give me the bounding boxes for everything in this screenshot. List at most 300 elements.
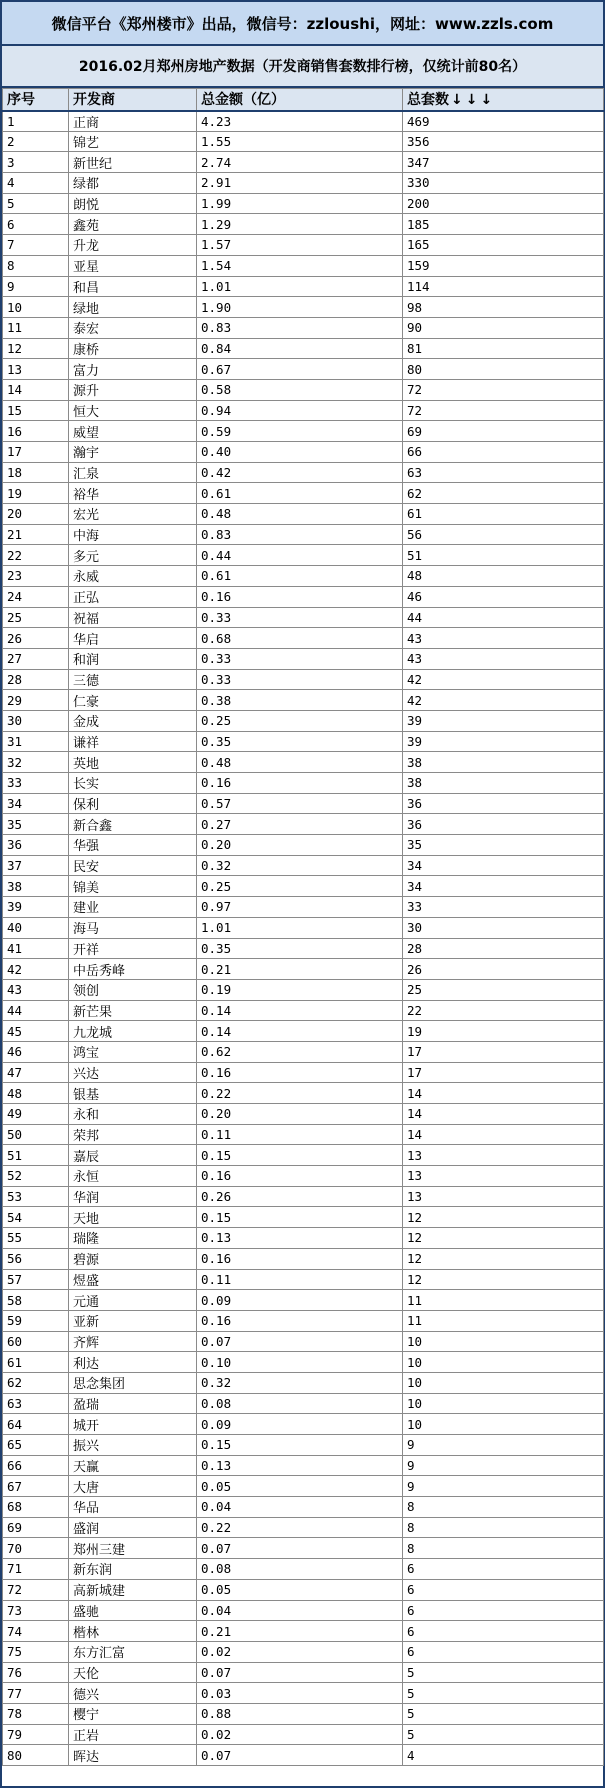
table-row	[3, 1600, 604, 1621]
amount-cell: 0.44	[197, 545, 403, 566]
units-cell: 46	[403, 586, 604, 607]
developer-cell: 盈瑞	[69, 1393, 197, 1414]
amount-cell: 0.05	[197, 1476, 403, 1497]
developer-cell: 樱宁	[69, 1703, 197, 1724]
amount-cell: 0.03	[197, 1683, 403, 1704]
developer-cell: 大唐	[69, 1476, 197, 1497]
table-row	[3, 959, 604, 980]
developer-cell: 和昌	[69, 276, 197, 297]
amount-cell: 0.16	[197, 586, 403, 607]
developer-cell: 嘉辰	[69, 1145, 197, 1166]
rank-cell: 57	[3, 1269, 69, 1290]
units-cell: 42	[403, 690, 604, 711]
rank-cell: 71	[3, 1559, 69, 1580]
table-row	[3, 1435, 604, 1456]
units-cell: 10	[403, 1372, 604, 1393]
units-header-label: 总套数	[407, 92, 449, 109]
table-row	[3, 1724, 604, 1745]
units-cell: 22	[403, 1000, 604, 1021]
rank-cell: 19	[3, 483, 69, 504]
rank-cell: 79	[3, 1724, 69, 1745]
units-cell: 19	[403, 1021, 604, 1042]
amount-cell: 0.13	[197, 1228, 403, 1249]
units-cell: 469	[403, 111, 604, 132]
amount-cell: 0.40	[197, 442, 403, 463]
amount-cell: 0.25	[197, 710, 403, 731]
rank-cell: 50	[3, 1124, 69, 1145]
rank-cell: 27	[3, 648, 69, 669]
rank-cell: 70	[3, 1538, 69, 1559]
table-row	[3, 338, 604, 359]
amount-cell: 0.19	[197, 979, 403, 1000]
table-row	[3, 648, 604, 669]
developer-cell: 开祥	[69, 938, 197, 959]
amount-cell: 1.57	[197, 235, 403, 256]
units-cell: 6	[403, 1559, 604, 1580]
units-cell: 8	[403, 1538, 604, 1559]
header-row	[3, 89, 604, 111]
rank-cell: 56	[3, 1248, 69, 1269]
column-header-units	[403, 89, 604, 111]
units-cell: 36	[403, 814, 604, 835]
units-cell: 9	[403, 1435, 604, 1456]
developer-cell: 元通	[69, 1290, 197, 1311]
rank-cell: 73	[3, 1600, 69, 1621]
amount-cell: 0.07	[197, 1538, 403, 1559]
table-row	[3, 545, 604, 566]
units-cell: 185	[403, 214, 604, 235]
rank-cell: 77	[3, 1683, 69, 1704]
table-row	[3, 1228, 604, 1249]
amount-cell: 1.55	[197, 131, 403, 152]
rank-cell: 36	[3, 835, 69, 856]
developer-cell: 中岳秀峰	[69, 959, 197, 980]
units-cell: 159	[403, 255, 604, 276]
rank-cell: 42	[3, 959, 69, 980]
column-header-amount: 总金额（亿）	[197, 89, 403, 111]
developer-cell: 利达	[69, 1352, 197, 1373]
rank-cell: 72	[3, 1579, 69, 1600]
developer-cell: 天赢	[69, 1455, 197, 1476]
units-cell: 39	[403, 731, 604, 752]
developer-cell: 亚新	[69, 1310, 197, 1331]
rank-cell: 46	[3, 1041, 69, 1062]
table-row	[3, 1145, 604, 1166]
table-row	[3, 1310, 604, 1331]
developer-cell: 绿都	[69, 173, 197, 194]
amount-cell: 0.16	[197, 1166, 403, 1187]
amount-cell: 0.35	[197, 731, 403, 752]
rank-cell: 35	[3, 814, 69, 835]
units-cell: 10	[403, 1393, 604, 1414]
developer-cell: 威望	[69, 421, 197, 442]
rank-cell: 78	[3, 1703, 69, 1724]
table-row	[3, 462, 604, 483]
developer-cell: 领创	[69, 979, 197, 1000]
amount-cell: 0.33	[197, 648, 403, 669]
table-row	[3, 731, 604, 752]
units-cell: 43	[403, 648, 604, 669]
developer-cell: 瑞隆	[69, 1228, 197, 1249]
table-row	[3, 483, 604, 504]
table-row	[3, 1559, 604, 1580]
table-row	[3, 1269, 604, 1290]
amount-cell: 0.22	[197, 1517, 403, 1538]
rank-cell: 33	[3, 773, 69, 794]
units-cell: 12	[403, 1207, 604, 1228]
table-row	[3, 1000, 604, 1021]
rank-cell: 48	[3, 1083, 69, 1104]
developer-cell: 荣邦	[69, 1124, 197, 1145]
units-cell: 14	[403, 1124, 604, 1145]
rank-cell: 59	[3, 1310, 69, 1331]
developer-cell: 盛驰	[69, 1600, 197, 1621]
developer-cell: 康桥	[69, 338, 197, 359]
units-cell: 356	[403, 131, 604, 152]
units-cell: 62	[403, 483, 604, 504]
developer-cell: 齐辉	[69, 1331, 197, 1352]
developer-cell: 城开	[69, 1414, 197, 1435]
units-cell: 5	[403, 1724, 604, 1745]
developer-cell: 天伦	[69, 1662, 197, 1683]
amount-cell: 0.14	[197, 1000, 403, 1021]
table-row	[3, 1166, 604, 1187]
developer-cell: 煜盛	[69, 1269, 197, 1290]
table-row	[3, 669, 604, 690]
table-row	[3, 1186, 604, 1207]
units-cell: 165	[403, 235, 604, 256]
developer-ranking-table	[2, 88, 604, 1766]
rank-cell: 30	[3, 710, 69, 731]
developer-cell: 高新城建	[69, 1579, 197, 1600]
table-row	[3, 710, 604, 731]
rank-cell: 28	[3, 669, 69, 690]
units-cell: 10	[403, 1414, 604, 1435]
units-cell: 43	[403, 628, 604, 649]
table-row	[3, 855, 604, 876]
amount-cell: 0.61	[197, 566, 403, 587]
rank-cell: 31	[3, 731, 69, 752]
rank-cell: 47	[3, 1062, 69, 1083]
developer-cell: 新东润	[69, 1559, 197, 1580]
developer-cell: 锦美	[69, 876, 197, 897]
amount-cell: 0.38	[197, 690, 403, 711]
table-row	[3, 235, 604, 256]
units-cell: 56	[403, 524, 604, 545]
developer-cell: 银基	[69, 1083, 197, 1104]
table-row	[3, 1021, 604, 1042]
amount-cell: 0.05	[197, 1579, 403, 1600]
developer-cell: 中海	[69, 524, 197, 545]
rank-cell: 74	[3, 1621, 69, 1642]
units-cell: 6	[403, 1621, 604, 1642]
developer-cell: 仁豪	[69, 690, 197, 711]
amount-cell: 2.91	[197, 173, 403, 194]
amount-cell: 0.02	[197, 1641, 403, 1662]
units-cell: 330	[403, 173, 604, 194]
units-cell: 6	[403, 1641, 604, 1662]
developer-cell: 裕华	[69, 483, 197, 504]
rank-cell: 3	[3, 152, 69, 173]
table-row	[3, 504, 604, 525]
amount-cell: 0.21	[197, 959, 403, 980]
units-cell: 10	[403, 1331, 604, 1352]
rank-cell: 40	[3, 917, 69, 938]
units-cell: 200	[403, 193, 604, 214]
table-row	[3, 276, 604, 297]
rank-cell: 8	[3, 255, 69, 276]
developer-cell: 永恒	[69, 1166, 197, 1187]
units-cell: 12	[403, 1248, 604, 1269]
units-cell: 66	[403, 442, 604, 463]
developer-cell: 多元	[69, 545, 197, 566]
units-cell: 72	[403, 400, 604, 421]
rank-cell: 53	[3, 1186, 69, 1207]
table-row	[3, 1621, 604, 1642]
table-row	[3, 1517, 604, 1538]
rank-cell: 62	[3, 1372, 69, 1393]
developer-cell: 三德	[69, 669, 197, 690]
table-row	[3, 1476, 604, 1497]
developer-cell: 九龙城	[69, 1021, 197, 1042]
table-row	[3, 1641, 604, 1662]
amount-cell: 0.84	[197, 338, 403, 359]
table-row	[3, 524, 604, 545]
rank-cell: 80	[3, 1745, 69, 1766]
amount-cell: 0.13	[197, 1455, 403, 1476]
amount-cell: 0.62	[197, 1041, 403, 1062]
amount-cell: 0.14	[197, 1021, 403, 1042]
rank-cell: 25	[3, 607, 69, 628]
amount-cell: 0.04	[197, 1497, 403, 1518]
units-cell: 4	[403, 1745, 604, 1766]
rank-cell: 58	[3, 1290, 69, 1311]
developer-cell: 碧源	[69, 1248, 197, 1269]
amount-cell: 0.08	[197, 1559, 403, 1580]
amount-cell: 0.42	[197, 462, 403, 483]
developer-cell: 绿地	[69, 297, 197, 318]
amount-cell: 0.16	[197, 773, 403, 794]
amount-cell: 0.57	[197, 793, 403, 814]
developer-cell: 瀚宇	[69, 442, 197, 463]
rank-cell: 60	[3, 1331, 69, 1352]
units-cell: 38	[403, 752, 604, 773]
units-cell: 13	[403, 1166, 604, 1187]
developer-cell: 新芒果	[69, 1000, 197, 1021]
rank-cell: 1	[3, 111, 69, 132]
table-row	[3, 1248, 604, 1269]
units-cell: 34	[403, 876, 604, 897]
amount-cell: 2.74	[197, 152, 403, 173]
amount-cell: 1.90	[197, 297, 403, 318]
amount-cell: 0.07	[197, 1745, 403, 1766]
table-row	[3, 173, 604, 194]
developer-cell: 汇泉	[69, 462, 197, 483]
table-row	[3, 1683, 604, 1704]
units-cell: 63	[403, 462, 604, 483]
table-row	[3, 1331, 604, 1352]
units-cell: 13	[403, 1186, 604, 1207]
developer-cell: 民安	[69, 855, 197, 876]
units-cell: 13	[403, 1145, 604, 1166]
developer-cell: 永威	[69, 566, 197, 587]
units-cell: 81	[403, 338, 604, 359]
rank-cell: 21	[3, 524, 69, 545]
rank-cell: 34	[3, 793, 69, 814]
units-cell: 14	[403, 1083, 604, 1104]
units-cell: 42	[403, 669, 604, 690]
rank-cell: 32	[3, 752, 69, 773]
table-row	[3, 814, 604, 835]
amount-cell: 1.01	[197, 917, 403, 938]
rank-cell: 51	[3, 1145, 69, 1166]
developer-cell: 长实	[69, 773, 197, 794]
table-row	[3, 1703, 604, 1724]
rank-cell: 61	[3, 1352, 69, 1373]
table-row	[3, 1083, 604, 1104]
units-cell: 26	[403, 959, 604, 980]
table-row	[3, 876, 604, 897]
developer-cell: 华启	[69, 628, 197, 649]
developer-cell: 郑州三建	[69, 1538, 197, 1559]
rank-cell: 12	[3, 338, 69, 359]
table-row	[3, 317, 604, 338]
amount-cell: 0.04	[197, 1600, 403, 1621]
units-cell: 48	[403, 566, 604, 587]
amount-cell: 0.48	[197, 504, 403, 525]
table-row	[3, 442, 604, 463]
developer-cell: 新世纪	[69, 152, 197, 173]
table-row	[3, 938, 604, 959]
developer-cell: 思念集团	[69, 1372, 197, 1393]
table-row	[3, 1393, 604, 1414]
amount-cell: 0.20	[197, 835, 403, 856]
rank-cell: 20	[3, 504, 69, 525]
units-cell: 25	[403, 979, 604, 1000]
developer-cell: 鸿宝	[69, 1041, 197, 1062]
rank-cell: 39	[3, 897, 69, 918]
rank-cell: 18	[3, 462, 69, 483]
column-header-rank: 序号	[3, 89, 69, 111]
amount-cell: 0.09	[197, 1290, 403, 1311]
table-row	[3, 1662, 604, 1683]
units-cell: 72	[403, 379, 604, 400]
units-cell: 12	[403, 1228, 604, 1249]
developer-cell: 谦祥	[69, 731, 197, 752]
table-row	[3, 979, 604, 1000]
units-cell: 11	[403, 1290, 604, 1311]
amount-cell: 0.08	[197, 1393, 403, 1414]
rank-cell: 15	[3, 400, 69, 421]
amount-cell: 0.02	[197, 1724, 403, 1745]
amount-cell: 0.59	[197, 421, 403, 442]
units-cell: 80	[403, 359, 604, 380]
rank-cell: 24	[3, 586, 69, 607]
rank-cell: 43	[3, 979, 69, 1000]
rank-cell: 16	[3, 421, 69, 442]
developer-cell: 兴达	[69, 1062, 197, 1083]
units-cell: 39	[403, 710, 604, 731]
amount-cell: 0.16	[197, 1248, 403, 1269]
developer-cell: 鑫苑	[69, 214, 197, 235]
table-row	[3, 1745, 604, 1766]
table-row	[3, 1455, 604, 1476]
table-row	[3, 1207, 604, 1228]
units-cell: 17	[403, 1041, 604, 1062]
developer-cell: 升龙	[69, 235, 197, 256]
developer-cell: 保利	[69, 793, 197, 814]
units-cell: 69	[403, 421, 604, 442]
developer-cell: 源升	[69, 379, 197, 400]
developer-cell: 盛润	[69, 1517, 197, 1538]
developer-cell: 东方汇富	[69, 1641, 197, 1662]
units-cell: 5	[403, 1662, 604, 1683]
table-row	[3, 111, 604, 132]
table-row	[3, 359, 604, 380]
developer-cell: 华润	[69, 1186, 197, 1207]
developer-cell: 金成	[69, 710, 197, 731]
table-row	[3, 690, 604, 711]
table-row	[3, 1104, 604, 1125]
rank-cell: 23	[3, 566, 69, 587]
amount-cell: 0.67	[197, 359, 403, 380]
developer-cell: 祝福	[69, 607, 197, 628]
developer-cell: 永和	[69, 1104, 197, 1125]
table-row	[3, 897, 604, 918]
developer-cell: 建业	[69, 897, 197, 918]
rank-cell: 66	[3, 1455, 69, 1476]
units-cell: 17	[403, 1062, 604, 1083]
table-row	[3, 379, 604, 400]
amount-cell: 0.07	[197, 1662, 403, 1683]
rank-cell: 44	[3, 1000, 69, 1021]
table-row	[3, 1538, 604, 1559]
developer-cell: 海马	[69, 917, 197, 938]
table-row	[3, 1041, 604, 1062]
amount-cell: 0.61	[197, 483, 403, 504]
amount-cell: 0.22	[197, 1083, 403, 1104]
amount-cell: 0.25	[197, 876, 403, 897]
units-cell: 33	[403, 897, 604, 918]
rank-cell: 76	[3, 1662, 69, 1683]
units-cell: 34	[403, 855, 604, 876]
table-row	[3, 1372, 604, 1393]
table-row	[3, 297, 604, 318]
rank-cell: 52	[3, 1166, 69, 1187]
amount-cell: 0.09	[197, 1414, 403, 1435]
developer-cell: 锦艺	[69, 131, 197, 152]
rank-cell: 5	[3, 193, 69, 214]
amount-cell: 0.11	[197, 1269, 403, 1290]
units-cell: 38	[403, 773, 604, 794]
rank-cell: 7	[3, 235, 69, 256]
units-cell: 12	[403, 1269, 604, 1290]
units-cell: 35	[403, 835, 604, 856]
developer-cell: 恒大	[69, 400, 197, 421]
amount-cell: 0.26	[197, 1186, 403, 1207]
rank-cell: 38	[3, 876, 69, 897]
rank-cell: 55	[3, 1228, 69, 1249]
amount-cell: 0.83	[197, 317, 403, 338]
developer-cell: 晖达	[69, 1745, 197, 1766]
rank-cell: 45	[3, 1021, 69, 1042]
amount-cell: 0.11	[197, 1124, 403, 1145]
units-cell: 61	[403, 504, 604, 525]
developer-cell: 德兴	[69, 1683, 197, 1704]
units-cell: 98	[403, 297, 604, 318]
amount-cell: 0.88	[197, 1703, 403, 1724]
table-row	[3, 586, 604, 607]
